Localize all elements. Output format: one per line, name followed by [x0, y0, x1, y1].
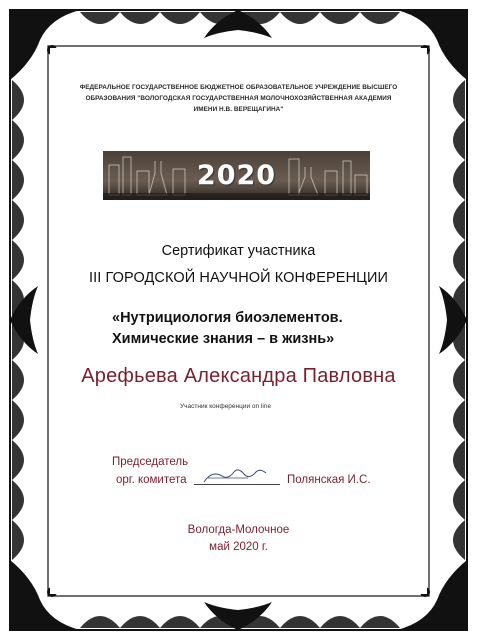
issue-place: Вологда-Молочное — [187, 524, 290, 536]
chair-role-line-2: орг. комитета — [116, 474, 187, 486]
topic-line-2: Химические знания – в жизнь» — [112, 331, 335, 347]
conference-topic — [112, 308, 412, 350]
signature-line — [194, 484, 280, 485]
organization-line-2: ОБРАЗОВАНИЯ "ВОЛОГОДСКАЯ ГОСУДАРСТВЕННАЯ МОЛОЧНОХОЗЯЙСТВЕННАЯ АКАДЕМИЯ — [85, 95, 392, 102]
participant-name: Арефьева Александра Павловна — [81, 365, 396, 387]
organization-line-3: ИМЕНИ Н.В. ВЕРЕЩАГИНА" — [193, 106, 284, 113]
organization-line-1: ФЕДЕРАЛЬНОЕ ГОСУДАРСТВЕННОЕ БЮДЖЕТНОЕ ОБРАЗОВАТЕЛЬНОЕ УЧРЕЖДЕНИЕ ВЫСШЕГО — [79, 84, 398, 91]
organization-header — [70, 82, 407, 115]
chair-name: Полянская И.С. — [287, 474, 371, 486]
certificate-title: Сертификат участника — [161, 243, 316, 259]
conference-name: III ГОРОДСКОЙ НАУЧНОЙ КОНФЕРЕНЦИИ — [88, 270, 389, 286]
topic-line-1: «Нутрициология биоэлементов. — [112, 310, 343, 326]
chair-role-line-1: Председатель — [112, 456, 189, 468]
conference-banner — [103, 151, 370, 200]
banner-year: 2020 — [196, 160, 277, 191]
participation-note: Участник конференции on line — [180, 403, 272, 410]
issue-date: май 2020 г. — [209, 541, 268, 553]
